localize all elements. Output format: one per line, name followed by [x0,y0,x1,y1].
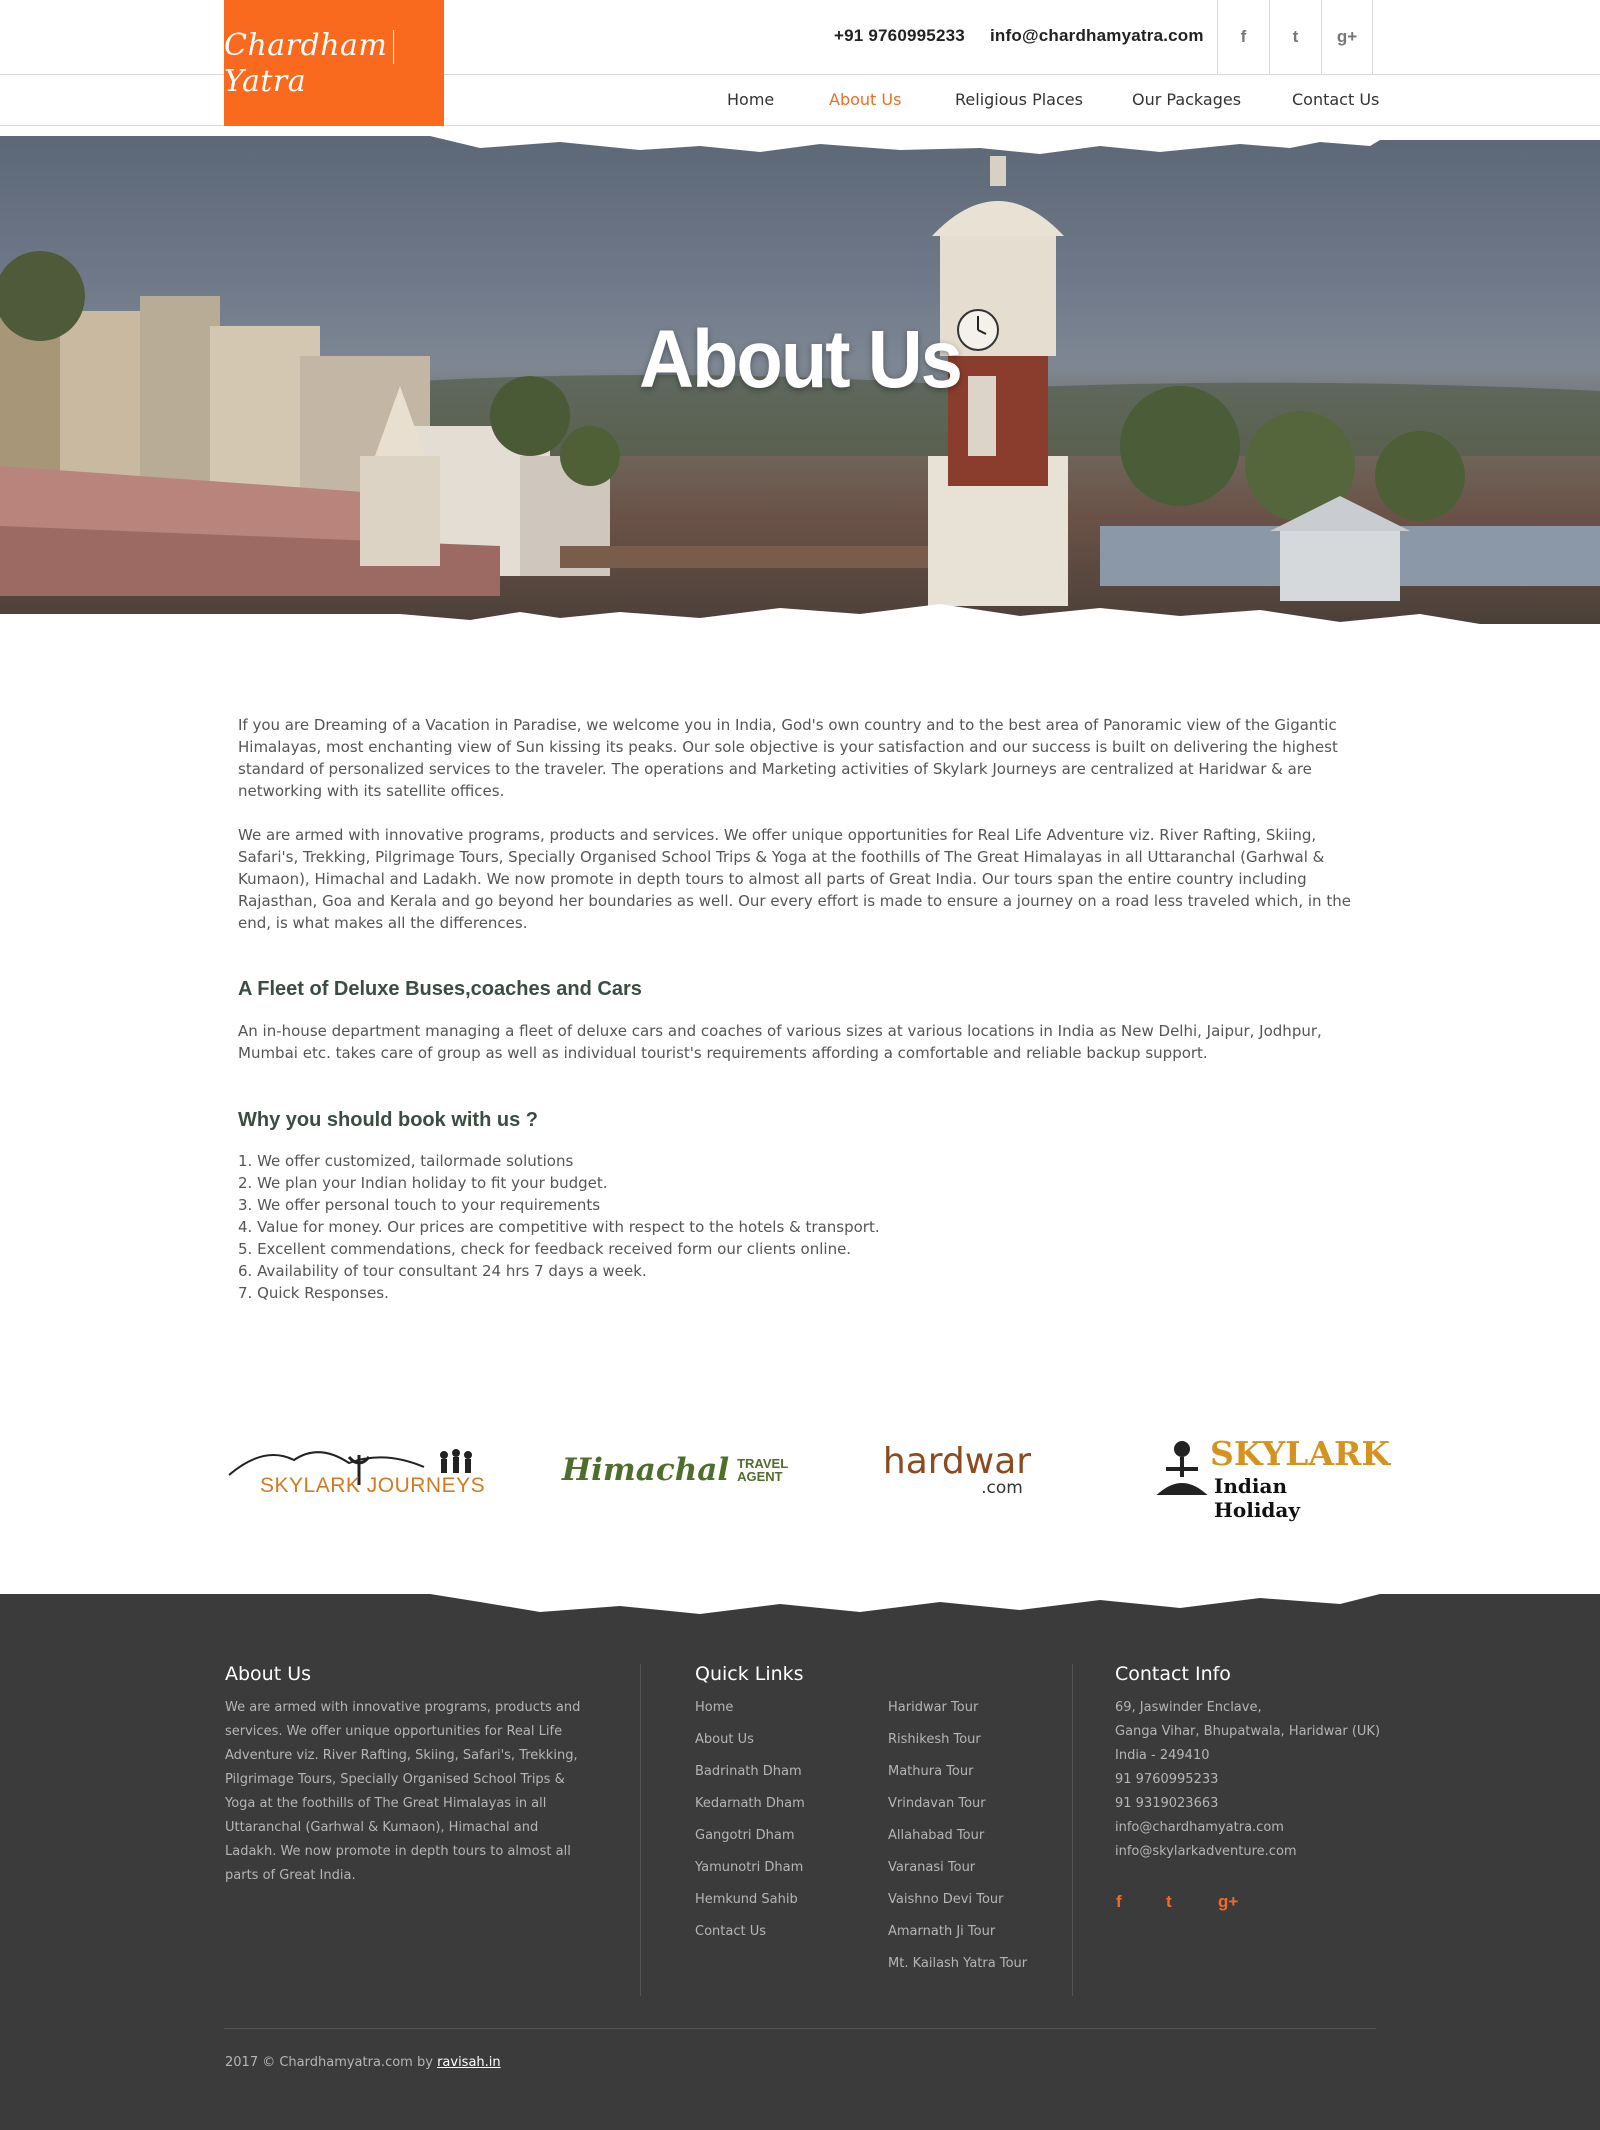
footer-link-kailash[interactable]: Mt. Kailash Yatra Tour [888,1956,1028,1971]
logo-text [224,28,444,99]
list-item: 5. Excellent commendations, check for feedback received form our clients online. [238,1240,852,1258]
list-item: 6. Availability of tour consultant 24 hrs 7 days a week. [238,1262,647,1280]
list-item: 4. Value for money. Our prices are competitive with respect to the hotels & transport. [238,1218,880,1236]
contact-address-2: Ganga Vihar, Bhupatwala, Haridwar (UK) [1115,1724,1381,1739]
partner-himachal-travel-agent[interactable] [561,1430,789,1510]
hardwar-logo-sub: .com [981,1478,1023,1498]
fleet-text: An in-house department managing a fleet of deluxe cars and coaches of various sizes at various locations in India as New Delhi, Jaipur, Jodhpur, Mumbai etc. takes care of group as well as individual tourist's requirements affording a comfortable and reliable backup support. [238,1022,1322,1062]
contact-phone-2[interactable]: 91 9319023663 [1115,1796,1219,1811]
fleet-heading: A Fleet of Deluxe Buses,coaches and Cars [238,978,642,1000]
credit-link[interactable]: ravisah.in [437,2055,501,2070]
partner-hardwar-com[interactable] [872,1430,1042,1510]
footer-link-about-us[interactable]: About Us [695,1732,754,1747]
logo-word-left: Chardham [224,27,388,63]
intro-text-1: If you are Dreaming of a Vacation in Paradise, we welcome you in India, God's own country and to the best area of Panoramic view of the Gigantic Himalayas, most enchanting view of Sun kissing its peaks. Our sole objective is your satisfaction and our success is built on delivering the highest standard of personalized services to the traveler. The operations and Marketing activities of Skylark Journeys are centralized at Haridwar & are networking with its satellite offices. [238,716,1338,800]
nav-about-us[interactable]: About Us [829,90,902,109]
nav-contact-us[interactable]: Contact Us [1292,90,1380,109]
footer-link-vaishno-devi[interactable]: Vaishno Devi Tour [888,1892,1004,1907]
footer-link-kedarnath[interactable]: Kedarnath Dham [695,1796,805,1811]
fleet-body [238,1020,1358,1064]
google-plus-icon[interactable]: g+ [1218,1892,1239,1911]
footer-torn-edge [0,1590,1600,1630]
google-plus-icon[interactable]: g+ [1321,0,1373,74]
footer-link-amarnath[interactable]: Amarnath Ji Tour [888,1924,996,1939]
footer-divider-1 [640,1664,641,1996]
himachal-sub-1: TRAVEL [737,1456,789,1471]
header-social-links [1217,0,1373,74]
meditating-figure-icon [1156,1437,1208,1503]
nav-home[interactable]: Home [727,90,775,109]
footer-link-mathura[interactable]: Mathura Tour [888,1764,974,1779]
intro-paragraph-2 [238,824,1358,934]
footer-about [225,1696,585,1888]
contact-email-1[interactable]: info@chardhamyatra.com [1115,1820,1284,1835]
fleet-section [238,978,1358,1001]
list-item: 7. Quick Responses. [238,1284,389,1302]
skylark-holiday-title: SKYLARK [1210,1434,1391,1473]
header-phone[interactable]: +91 9760995233 [834,26,965,45]
why-heading: Why you should book with us ? [238,1109,538,1131]
footer-about-text: We are armed with innovative programs, products and services. We offer unique opportunities for Real Life Adventure viz. River Rafting, Skiing, Safari's, Trekking, Pilgrimage Tours, Specially Organised School Trips & Yoga at the foothills of The Great Himalayas in all Uttaranchal (Garhwal & Kumaon), Himachal and Ladakh. We now promote in depth tours to almost all parts of Great India. [225,1700,581,1883]
header-email[interactable]: info@chardhamyatra.com [990,26,1204,45]
contact-phone-1[interactable]: 91 9760995233 [1115,1772,1219,1787]
footer-link-rishikesh[interactable]: Rishikesh Tour [888,1732,981,1747]
partner-logos [224,1430,1391,1522]
why-list [238,1150,1358,1304]
facebook-icon[interactable]: f [1116,1892,1122,1911]
site-header [0,0,1600,126]
footer-link-varanasi[interactable]: Varanasi Tour [888,1860,976,1875]
partner-skylark-journeys[interactable] [224,1430,486,1510]
footer-contact-title: Contact Info [1115,1663,1231,1685]
skylark-holiday-subtitle: Indian Holiday [1214,1474,1300,1522]
contact-email-2[interactable]: info@skylarkadventure.com [1115,1844,1297,1859]
facebook-icon[interactable]: f [1217,0,1269,74]
skylark-journeys-word-1: SKYLARK [260,1474,361,1497]
footer-about-title: About Us [225,1663,312,1685]
footer-contact-info [1115,1696,1385,1864]
footer-quick-links-title: Quick Links [695,1663,804,1685]
nav-religious-places[interactable]: Religious Places [955,90,1083,109]
footer-link-hemkund[interactable]: Hemkund Sahib [695,1892,798,1907]
footer-link-haridwar[interactable]: Haridwar Tour [888,1700,979,1715]
contact-address-1: 69, Jaswinder Enclave, [1115,1700,1262,1715]
logo-word-right: Yatra [224,63,307,99]
nav-our-packages[interactable]: Our Packages [1132,90,1242,109]
footer-link-home[interactable]: Home [695,1700,734,1715]
list-item: 2. We plan your Indian holiday to fit your budget. [238,1174,608,1192]
footer-link-yamunotri[interactable]: Yamunotri Dham [695,1860,804,1875]
list-item: 3. We offer personal touch to your requirements [238,1196,601,1214]
site-logo[interactable] [224,0,444,126]
partner-skylark-indian-holiday[interactable] [1148,1430,1391,1522]
copyright [225,2055,501,2070]
list-item: 1. We offer customized, tailormade solutions [238,1152,574,1170]
footer-link-vrindavan[interactable]: Vrindavan Tour [888,1796,986,1811]
skylark-journeys-word-2: JOURNEYS [366,1474,486,1497]
himachal-sub-2: AGENT [737,1469,783,1484]
footer-bottom-divider [224,2028,1376,2029]
himachal-logo-text: Himachal [561,1452,730,1488]
footer-link-gangotri[interactable]: Gangotri Dham [695,1828,795,1843]
hardwar-logo-text: hardwar [882,1441,1032,1482]
footer-link-contact-us[interactable]: Contact Us [695,1924,766,1939]
logo-separator [393,30,394,64]
contact-address-3: India - 249410 [1115,1748,1210,1763]
intro-paragraph-1 [238,714,1358,802]
intro-text-2: We are armed with innovative programs, products and services. We offer unique opportunities for Real Life Adventure viz. River Rafting, Skiing, Safari's, Trekking, Pilgrimage Tours, Specially Organised School Trips & Yoga at the foothills of The Great Himalayas in all Uttaranchal (Garhwal & Kumaon), Himachal and Ladakh. We now promote in depth tours to almost all parts of Great India. Our tours span the entire country including Rajasthan, Goa and Kerala and go beyond her boundaries as well. Our every effort is made to ensure a journey on a road less traveled which, in the end, is what makes all the differences. [238,826,1351,932]
footer-link-badrinath[interactable]: Badrinath Dham [695,1764,802,1779]
hero-banner [0,126,1600,626]
footer-link-allahabad[interactable]: Allahabad Tour [888,1828,985,1843]
twitter-icon[interactable]: t [1269,0,1321,74]
hero-title: About Us [639,313,961,406]
footer-divider-2 [1072,1664,1073,1996]
copyright-text: 2017 © Chardhamyatra.com by [225,2055,433,2070]
why-section [238,1109,1358,1132]
twitter-icon[interactable]: t [1166,1892,1172,1911]
